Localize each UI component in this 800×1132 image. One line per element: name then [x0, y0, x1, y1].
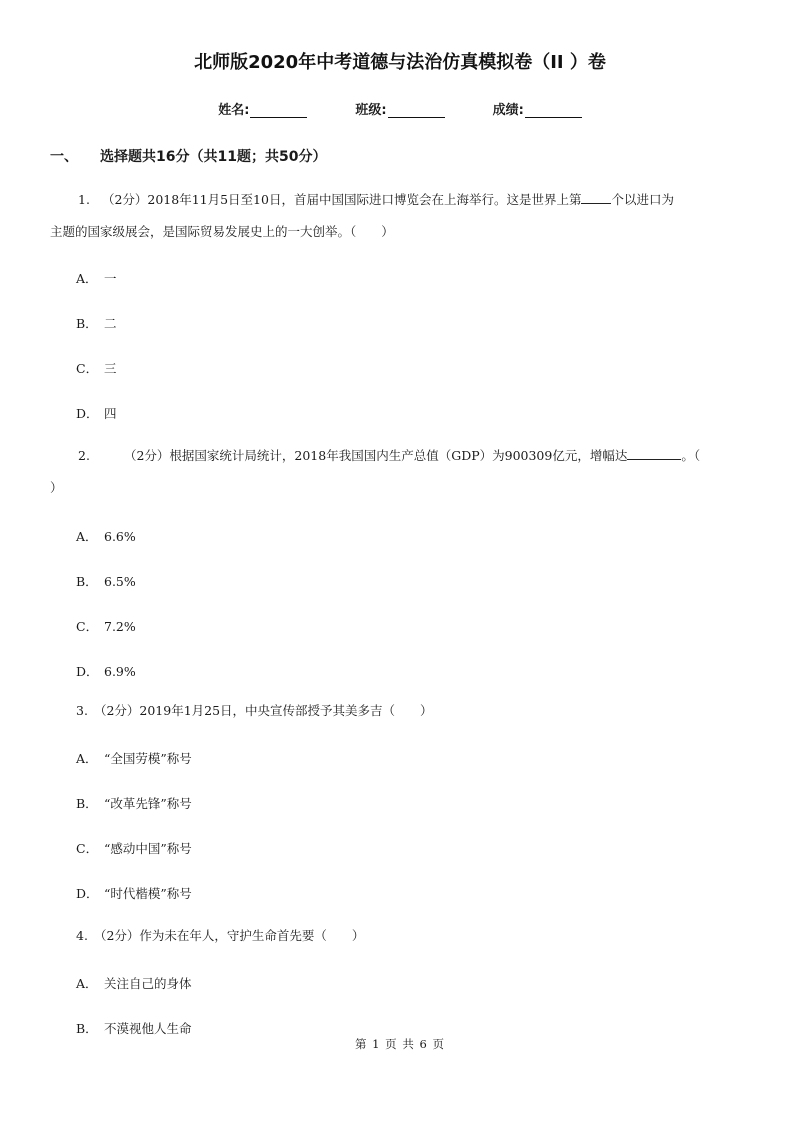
- option-d: [76, 662, 136, 680]
- option-letter: D．: [76, 406, 99, 421]
- question-text: 2019年1月25日，中央宣传部授予其美多吉（ ）: [139, 703, 433, 718]
- option-d: [76, 884, 192, 902]
- option-text: 关注自己的身体: [104, 976, 192, 991]
- question-3: [76, 695, 786, 727]
- option-a: [76, 749, 192, 767]
- option-c: [76, 359, 117, 377]
- option-text: 四: [104, 406, 117, 421]
- option-b: [76, 794, 192, 812]
- option-c: [76, 839, 192, 857]
- option-text: 不漠视他人生命: [104, 1021, 192, 1036]
- option-letter: B．: [76, 796, 98, 811]
- class-field: [355, 99, 444, 118]
- question-score: （2分）: [123, 448, 170, 463]
- option-d: [76, 404, 117, 422]
- question-number: 4.: [76, 928, 88, 943]
- option-letter: A．: [76, 751, 98, 766]
- option-letter: B．: [76, 574, 98, 589]
- option-b: [76, 1019, 192, 1037]
- option-text: 三: [104, 361, 117, 376]
- class-label: 班级:: [355, 103, 387, 118]
- class-blank: [388, 103, 445, 118]
- option-letter: C．: [76, 619, 99, 634]
- question-text: 作为未在年人，守护生命首先要（ ）: [139, 928, 365, 943]
- option-letter: D．: [76, 886, 99, 901]
- name-field: [218, 99, 307, 118]
- option-b: [76, 314, 117, 332]
- question-text-line2: 主题的国家级展会，是国际贸易发展史上的一大创举。（ ）: [50, 224, 394, 239]
- answer-blank: [581, 191, 611, 204]
- question-score: （2分）: [101, 192, 148, 207]
- option-c: [76, 617, 136, 635]
- option-text: 7.2%: [104, 619, 136, 634]
- option-letter: A．: [76, 271, 98, 286]
- option-text: 一: [104, 271, 117, 286]
- option-a: [76, 974, 192, 992]
- option-text: “时代楷模”称号: [104, 886, 192, 901]
- question-score: （2分）: [93, 703, 140, 718]
- question-text-cont: 。（: [681, 448, 701, 463]
- question-text-line2: ）: [50, 480, 63, 495]
- option-text: 二: [104, 316, 117, 331]
- option-text: 6.6%: [104, 529, 136, 544]
- section-heading: [50, 146, 326, 166]
- option-a: [76, 269, 117, 287]
- student-info-fields: [0, 99, 800, 118]
- option-letter: C．: [76, 841, 99, 856]
- option-text: 6.9%: [104, 664, 136, 679]
- option-text: “全国劳模”称号: [104, 751, 192, 766]
- option-letter: B．: [76, 316, 98, 331]
- question-1: [50, 184, 760, 248]
- option-text: 6.5%: [104, 574, 136, 589]
- name-blank: [250, 103, 307, 118]
- option-text: “感动中国”称号: [104, 841, 192, 856]
- question-number: 1.: [78, 192, 90, 207]
- option-a: [76, 527, 136, 545]
- question-text: 2018年11月5日至10日，首届中国国际进口博览会在上海举行。这是世界上第: [147, 192, 582, 207]
- option-letter: D．: [76, 664, 99, 679]
- score-label: 成绩:: [492, 103, 524, 118]
- option-letter: A．: [76, 976, 98, 991]
- score-field: [493, 99, 582, 118]
- option-letter: C．: [76, 361, 99, 376]
- option-letter: B．: [76, 1021, 98, 1036]
- question-4: [76, 920, 786, 952]
- section-title: 选择题共16分（共11题；共50分）: [100, 149, 327, 165]
- question-number: 3.: [76, 703, 88, 718]
- question-text-cont: 个以进口为: [611, 192, 674, 207]
- page-footer: 第 1 页 共 6 页: [355, 1037, 445, 1051]
- answer-blank: [627, 447, 681, 460]
- name-label: 姓名:: [218, 103, 250, 118]
- question-2: [50, 440, 760, 504]
- option-text: “改革先锋”称号: [104, 796, 192, 811]
- document-title: 北师版2020年中考道德与法治仿真模拟卷（II ）卷: [194, 52, 606, 73]
- option-b: [76, 572, 136, 590]
- score-blank: [525, 103, 582, 118]
- question-number: 2.: [78, 448, 90, 463]
- option-letter: A．: [76, 529, 98, 544]
- question-text: 根据国家统计局统计，2018年我国国内生产总值（GDP）为900309亿元，增幅达: [169, 448, 628, 463]
- section-number: 一、: [50, 149, 78, 165]
- question-score: （2分）: [93, 928, 140, 943]
